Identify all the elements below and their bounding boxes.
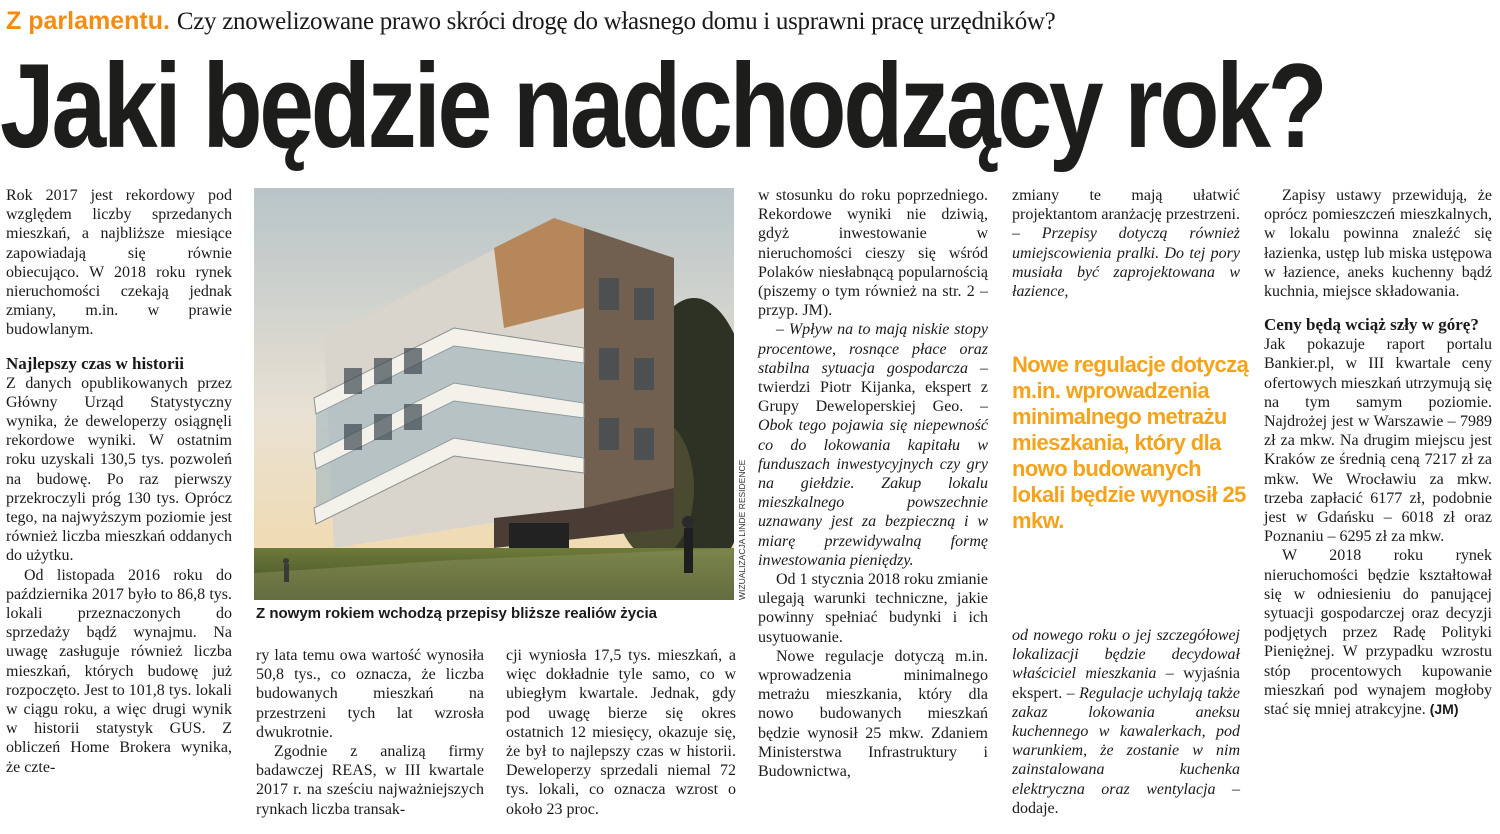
- column-5-bottom: [1012, 626, 1240, 818]
- paragraph: od nowego roku o jej szczegółowej lokalizacji będzie decydował właściciel mieszkania – wyjaśnia ekspert. – Regulacje uchylają także zakaz lokowania aneksu kuchennego w kawalerkach, pod warunkiem, że zostanie w nim zainstalowana kuchenka elektryczna oraz wentylacja – dodaje.: [1012, 627, 1241, 817]
- building-photo: [254, 188, 734, 600]
- subheading-prices: Ceny będą wciąż szły w górę?: [1264, 315, 1479, 335]
- paragraph: w stosunku do roku poprzedniego. Rekordowe wyniki nie dziwią, gdyż inwestowanie w nieruchomości cieszy się wśród Polaków niesłabnącą popularnością (piszemy o tym również na str. 2 – przyp. JM).: [758, 187, 988, 320]
- section-label: Z parlamentu.: [6, 7, 170, 35]
- paragraph: ry lata temu owa wartość wynosiła 50,8 tys., co oznacza, że liczba budowanych mieszkań na przestrzeni tych lat wzrosła dwukrotnie.: [256, 647, 484, 741]
- kicker: [6, 2, 1055, 40]
- paragraph: Nowe regulacje dotyczą m.in. wprowadzenia minimalnego metrażu mieszkania, który dla nowo budowanych mieszkań będzie wynosił 25 mkw. Zdaniem Ministerstwa Infrastruktury i Budownictwa,: [758, 647, 988, 781]
- photo-credit: WIZUALIZACJA LINDE RESIDENCE: [737, 459, 747, 600]
- lead-paragraph: Rok 2017 jest rekordowy pod względem liczby sprzedanych mieszkań, a najbliższe miesiące zapowiadają się równie obiecująco. W 2018 roku rynek nieruchomości czekają jednak zmiany, m.in. w prawie budowlanym.: [6, 187, 232, 339]
- author-signature: (JM): [1429, 701, 1459, 718]
- paragraph: Zapisy ustawy przewidują, że oprócz pomieszczeń mieszkalnych, w lokalu powinna znaleźć się łazienka, ustęp lub miska ustępowa w łazience, aneks kuchenny bądź kuchnia, miejsce składowania.: [1264, 187, 1492, 301]
- column-2: [256, 646, 484, 819]
- paragraph: Jak pokazuje raport portalu Bankier.pl, w III kwartale ceny ofertowych mieszkań utrzymują się na tym samym poziomie. Najdrożej jest w Warszawie – 7989 zł za mkw. Na drugim miejscu jest Kraków ze średnią ceną 7217 zł za mkw. We Wrocławiu za mkw. trzeba zapłacić 6177 zł, podobnie jest w Gdańsku – 6018 zł oraz Poznaniu – 6295 zł za mkw.: [1264, 336, 1492, 546]
- column-3: [506, 646, 736, 819]
- paragraph: Od 1 stycznia 2018 roku zmianie ulegają warunki techniczne, jakie powinny spełniać budynki i ich usytuowanie.: [758, 571, 988, 646]
- photo-caption: Z nowym rokiem wchodzą przepisy bliższe realiów życia: [256, 605, 657, 622]
- subheading-best-time: Najlepszy czas w historii: [6, 353, 185, 373]
- headline: Jaki będzie nadchodzący rok?: [0, 39, 1325, 173]
- kicker-question: Czy znowelizowane prawo skróci drogę do własnego domu i usprawni pracę urzędników?: [176, 8, 1056, 35]
- column-5-top: [1012, 186, 1240, 301]
- paragraph: Od listopada 2016 roku do października 2017 było to 86,8 tys. lokali przeznaczonych do sprzedaży bądź wynajmu. Na uwagę zasługuje również liczba mieszkań, których budowę już rozpoczęto. Jest to 101,8 tys. lokali w ciągu roku, a więc drugi wynik w historii statystyk GUS. Z obliczeń Home Brokera wynika, że czte-: [6, 566, 232, 776]
- building-illustration: [254, 188, 734, 600]
- paragraph: W 2018 roku rynek nieruchomości będzie kształtował się w odniesieniu do panującej sytuacji gospodarczej oraz decyzji podjętych przez Radę Polityki Pieniężnej. W przypadku wzrostu stóp procentowych kupowanie mieszkań pod wynajem mogłoby stać się mniej atrakcyjne. (JM): [1264, 547, 1492, 719]
- column-6: [1264, 186, 1492, 719]
- paragraph: cji wyniosła 17,5 tys. mieszkań, a więc dokładnie tyle samo, co w ubiegłym kwartale. Jednak, gdy pod uwagę bierze się okres ostatnich 12 miesięcy, okazuje się, że był to najlepszy czas w historii. Deweloperzy sprzedali niemal 72 tys. lokali, co oznacza wzrost o około 23 proc.: [506, 647, 736, 818]
- pull-quote: Nowe regulacje dotyczą m.in. wprowadzenia minimalnego metrażu mieszkania, który dla nowo budowanych lokali będzie wynosił 25 mkw.: [1012, 352, 1249, 533]
- column-4: [758, 186, 988, 781]
- paragraph: Zgodnie z analizą firmy badawczej REAS, w III kwartale 2017 r. na sześciu najważniejszych rynkach liczba transak-: [256, 743, 484, 818]
- quote-paragraph: – Wpływ na to mają niskie stopy procentowe, rosnące płace oraz stabilna sytuacja gospodarcza – twierdzi Piotr Kijanka, ekspert z Grupy Deweloperskiej Geo. – Obok tego pojawia się niepewność co do lokowania kapitału w funduszach inwestycyjnych czy gry na giełdzie. Zakup lokalu mieszkalnego powszechnie uznawany jest za bezpieczną i w miarę przewidywalną formę inwestowania pieniędzy.: [758, 321, 989, 569]
- column-1: [6, 186, 232, 777]
- paragraph: zmiany te mają ułatwić projektantom aranżację przestrzeni. – Przepisy dotyczą również umiejscowienia pralki. Do tej pory musiała być zaprojektowana w łazience,: [1012, 187, 1240, 301]
- paragraph: Z danych opublikowanych przez Główny Urząd Statystyczny wynika, że deweloperzy osiągnęli rekordowe wyniki. W ostatnim roku uzyskali 130,5 tys. pozwoleń na budowę. Po raz pierwszy przekroczyli próg 130 tys. Oprócz tego, na najwyższym poziomie jest również liczba mieszkań oddanych do użytku.: [6, 374, 232, 565]
